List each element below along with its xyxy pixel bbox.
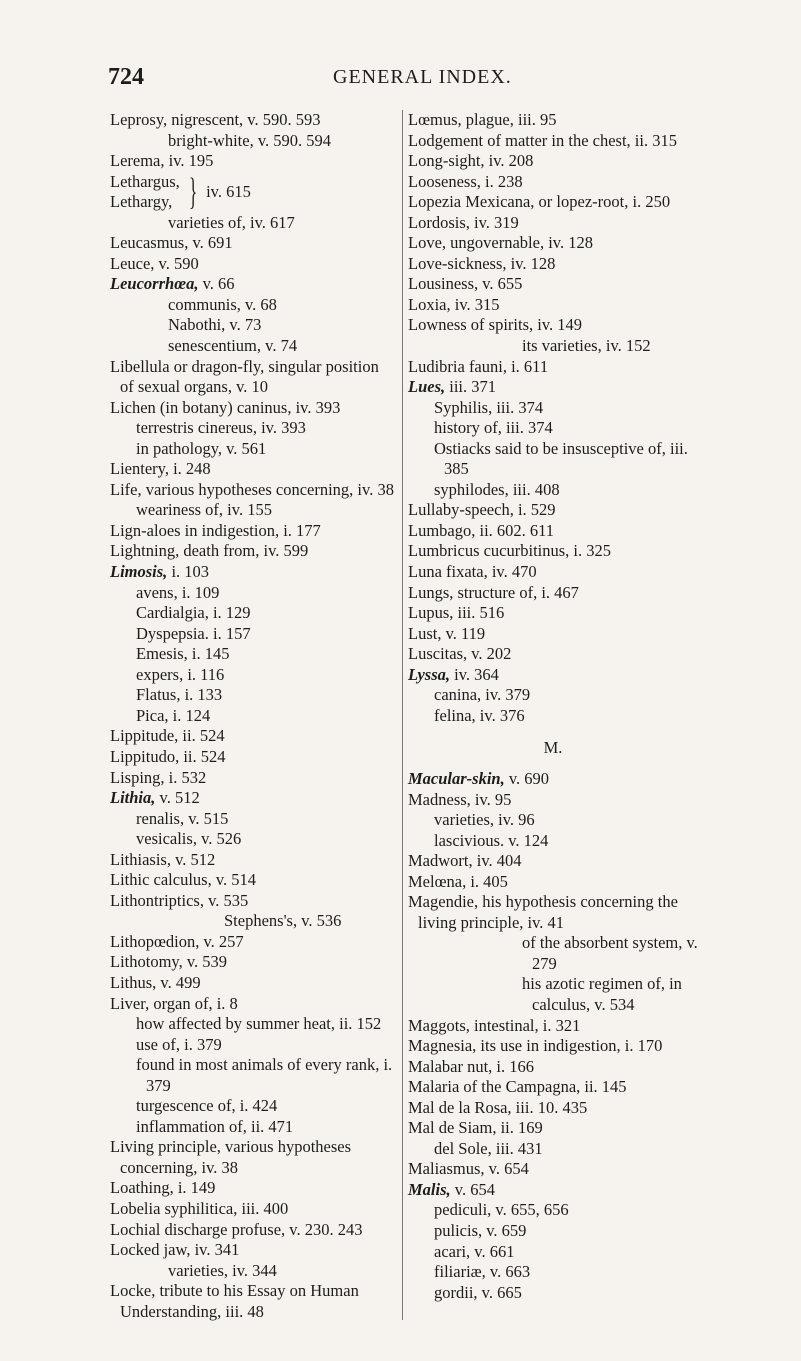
index-entry: Leprosy, nigrescent, v. 590. 593 bbox=[110, 110, 321, 129]
index-entry: Malabar nut, i. 166 bbox=[408, 1056, 535, 1076]
index-entry: Lippitudo, ii. 524 bbox=[110, 746, 226, 766]
index-entry: Luscitas, v. 202 bbox=[408, 644, 512, 664]
index-subentry: bright-white, v. 590. 594 bbox=[168, 130, 331, 150]
index-entry: Lochial discharge profuse, v. 230. 243 bbox=[110, 1219, 363, 1239]
index-entry: Madwort, iv. 404 bbox=[408, 851, 522, 871]
index-subentry: lascivious. v. 124 bbox=[434, 830, 549, 850]
index-entry: Madness, iv. 95 bbox=[408, 789, 512, 809]
index-subentry: how affected by summer heat, ii. 152 bbox=[136, 1014, 382, 1034]
index-subentry: terrestris cinereus, iv. 393 bbox=[136, 418, 306, 438]
index-entry: Lithus, v. 499 bbox=[110, 972, 201, 992]
index-entry: Lullaby-speech, i. 529 bbox=[408, 500, 556, 520]
column-divider bbox=[402, 110, 403, 1320]
brace-glyph: } bbox=[188, 171, 198, 214]
index-subentry: Pica, i. 124 bbox=[136, 705, 211, 725]
index-entry: Lethargus, bbox=[110, 171, 180, 191]
index-subentry: varieties, iv. 344 bbox=[168, 1260, 277, 1280]
index-ref: v. 654 bbox=[454, 1179, 495, 1199]
entry-term: Lithia, bbox=[110, 788, 156, 808]
index-entry: Lust, v. 119 bbox=[408, 623, 486, 643]
index-subentry: del Sole, iii. 431 bbox=[434, 1138, 543, 1158]
index-entry: Lippitude, ii. 524 bbox=[110, 726, 225, 746]
index-subentry: its varieties, iv. 152 bbox=[522, 336, 651, 356]
index-entry: Lœmus, plague, iii. 95 bbox=[408, 110, 557, 129]
page-number: 724 bbox=[108, 64, 144, 90]
index-subentry: use of, i. 379 bbox=[136, 1034, 222, 1054]
index-subentry: Flatus, i. 133 bbox=[136, 685, 223, 705]
index-entry: Melœna, i. 405 bbox=[408, 871, 508, 891]
index-subentry: filiariæ, v. 663 bbox=[434, 1262, 531, 1282]
index-entry: Lisping, i. 532 bbox=[110, 767, 207, 787]
index-entry: Lithotomy, v. 539 bbox=[110, 952, 228, 972]
index-ref: i. 103 bbox=[171, 562, 210, 582]
index-entry: Lightning, death from, iv. 599 bbox=[110, 541, 309, 561]
index-entry: Lumbricus cucurbitinus, i. 325 bbox=[408, 541, 612, 561]
index-subentry: weariness of, iv. 155 bbox=[136, 500, 272, 520]
index-entry: Malaria of the Campagna, ii. 145 bbox=[408, 1077, 627, 1097]
running-head: GENERAL INDEX. bbox=[333, 66, 512, 88]
index-entry: Lousiness, v. 655 bbox=[408, 274, 523, 294]
entry-term: Lues, bbox=[408, 377, 446, 397]
index-entry: Love, ungovernable, iv. 128 bbox=[408, 233, 593, 253]
index-subentry: Ostiacks said to be insusceptive of, iii. 385 bbox=[434, 438, 688, 479]
index-subentry: vesicalis, v. 526 bbox=[136, 829, 242, 849]
index-subentry: canina, iv. 379 bbox=[434, 685, 531, 705]
index-subentry: Cardialgia, i. 129 bbox=[136, 603, 251, 623]
index-entry: Liver, organ of, i. 8 bbox=[110, 993, 238, 1013]
entry-term: Malis, bbox=[408, 1179, 451, 1199]
index-subentry: Syphilis, iii. 374 bbox=[434, 397, 544, 417]
index-entry: Locked jaw, iv. 341 bbox=[110, 1240, 240, 1260]
index-entry: Mal de la Rosa, iii. 10. 435 bbox=[408, 1097, 588, 1117]
index-subentry: of the absorbent system, v. 279 bbox=[522, 933, 698, 973]
index-ref: iii. 371 bbox=[449, 377, 497, 397]
index-subentry: Dyspepsia. i. 157 bbox=[136, 623, 251, 643]
index-entry: Ludibria fauni, i. 611 bbox=[408, 356, 549, 376]
entry-term: Limosis, bbox=[110, 562, 168, 582]
index-entry: Leucasmus, v. 691 bbox=[110, 233, 233, 253]
index-subentry: varieties, iv. 96 bbox=[434, 810, 535, 830]
index-entry bbox=[110, 562, 396, 583]
index-subentry: inflammation of, ii. 471 bbox=[136, 1116, 294, 1136]
index-subentry: Nabothi, v. 73 bbox=[168, 315, 262, 335]
index-entry: Locke, tribute to his Essay on Human Understanding, iii. 48 bbox=[110, 1281, 359, 1321]
index-entry bbox=[408, 665, 698, 686]
index-entry: Lungs, structure of, i. 467 bbox=[408, 582, 579, 602]
index-entry: Maggots, intestinal, i. 321 bbox=[408, 1015, 581, 1035]
index-entry: Lodgement of matter in the chest, ii. 315 bbox=[408, 130, 677, 150]
index-entry: Lupus, iii. 516 bbox=[408, 603, 505, 623]
index-entry: Lerema, iv. 195 bbox=[110, 151, 214, 171]
index-entry: Lithic calculus, v. 514 bbox=[110, 870, 257, 890]
section-letter: M. bbox=[543, 738, 563, 758]
index-entry: Lumbago, ii. 602. 611 bbox=[408, 520, 555, 540]
index-entry: Libellula or dragon-fly, singular position of sexual organs, v. 10 bbox=[110, 356, 379, 397]
index-ref: v. 66 bbox=[202, 274, 235, 294]
entry-term: Lyssa, bbox=[408, 664, 451, 684]
entry-term: Macular-skin, bbox=[408, 768, 505, 788]
index-entry bbox=[408, 1180, 698, 1201]
index-entry: Maliasmus, v. 654 bbox=[408, 1159, 529, 1179]
index-subentry: communis, v. 68 bbox=[168, 294, 277, 314]
index-subentry: in pathology, v. 561 bbox=[136, 438, 267, 458]
index-entry: Looseness, i. 238 bbox=[408, 171, 523, 191]
index-entry: Magnesia, its use in indigestion, i. 170 bbox=[408, 1036, 663, 1056]
index-entry: Lithiasis, v. 512 bbox=[110, 849, 216, 869]
index-entry bbox=[110, 788, 396, 809]
left-column bbox=[110, 110, 396, 1322]
index-subentry: acari, v. 661 bbox=[434, 1241, 515, 1261]
index-subentry: avens, i. 109 bbox=[136, 582, 220, 602]
index-entry: Lordosis, iv. 319 bbox=[408, 212, 519, 232]
entry-term: Leucorrhœa, bbox=[110, 274, 199, 294]
right-column bbox=[408, 110, 698, 1303]
index-entry: Mal de Siam, ii. 169 bbox=[408, 1118, 543, 1138]
index-entry: Magendie, his hypothesis concerning the living principle, iv. 41 bbox=[408, 892, 678, 932]
index-entry: Lobelia syphilitica, iii. 400 bbox=[110, 1198, 289, 1218]
index-ref: v. 512 bbox=[159, 788, 200, 808]
index-ref: iv. 615 bbox=[206, 181, 251, 201]
brace-group bbox=[110, 172, 396, 213]
index-subentry: expers, i. 116 bbox=[136, 664, 225, 684]
index-entry: Life, various hypotheses concerning, iv. 38 bbox=[110, 479, 394, 499]
index-subentry: pediculi, v. 655, 656 bbox=[434, 1200, 569, 1220]
index-entry bbox=[408, 377, 698, 398]
index-entry: Lethargy, bbox=[110, 192, 173, 212]
index-entry: Lign-aloes in indigestion, i. 177 bbox=[110, 520, 321, 540]
index-entry: Love-sickness, iv. 128 bbox=[408, 253, 556, 273]
index-entry bbox=[408, 769, 698, 790]
index-entry: Living principle, various hypotheses concerning, iv. 38 bbox=[110, 1137, 352, 1177]
index-subentry: gordii, v. 665 bbox=[434, 1282, 522, 1302]
index-subentry: renalis, v. 515 bbox=[136, 808, 229, 828]
index-subentry: turgescence of, i. 424 bbox=[136, 1096, 278, 1116]
index-entry: Lithontriptics, v. 535 bbox=[110, 890, 249, 910]
index-subentry: varieties of, iv. 617 bbox=[168, 212, 295, 232]
index-entry: Leuce, v. 590 bbox=[110, 253, 199, 273]
index-ref: v. 690 bbox=[508, 768, 550, 788]
index-subentry: syphilodes, iii. 408 bbox=[434, 479, 560, 499]
index-entry: Lichen (in botany) caninus, iv. 393 bbox=[110, 397, 341, 417]
index-entry: Lopezia Mexicana, or lopez-root, i. 250 bbox=[408, 192, 671, 212]
index-entry: Lithopœdion, v. 257 bbox=[110, 931, 244, 951]
index-entry: Loathing, i. 149 bbox=[110, 1178, 216, 1198]
index-subentry: Emesis, i. 145 bbox=[136, 644, 230, 664]
index-entry bbox=[110, 274, 396, 295]
index-subentry: found in most animals of every rank, i. 379 bbox=[136, 1055, 393, 1095]
index-subentry: felina, iv. 376 bbox=[434, 705, 525, 725]
index-entry: Luna fixata, iv. 470 bbox=[408, 562, 537, 582]
index-entry: Long-sight, iv. 208 bbox=[408, 151, 534, 171]
index-entry: Lowness of spirits, iv. 149 bbox=[408, 315, 583, 335]
index-subentry: Stephens's, v. 536 bbox=[224, 911, 342, 931]
index-subentry: senescentium, v. 74 bbox=[168, 336, 298, 356]
index-entry: Lientery, i. 248 bbox=[110, 459, 211, 479]
index-subentry: history of, iii. 374 bbox=[434, 418, 553, 438]
index-entry: Loxia, iv. 315 bbox=[408, 294, 500, 314]
index-subentry: pulicis, v. 659 bbox=[434, 1220, 527, 1240]
index-subentry: his azotic regimen of, in calculus, v. 534 bbox=[522, 974, 682, 1014]
index-ref: iv. 364 bbox=[454, 664, 499, 684]
